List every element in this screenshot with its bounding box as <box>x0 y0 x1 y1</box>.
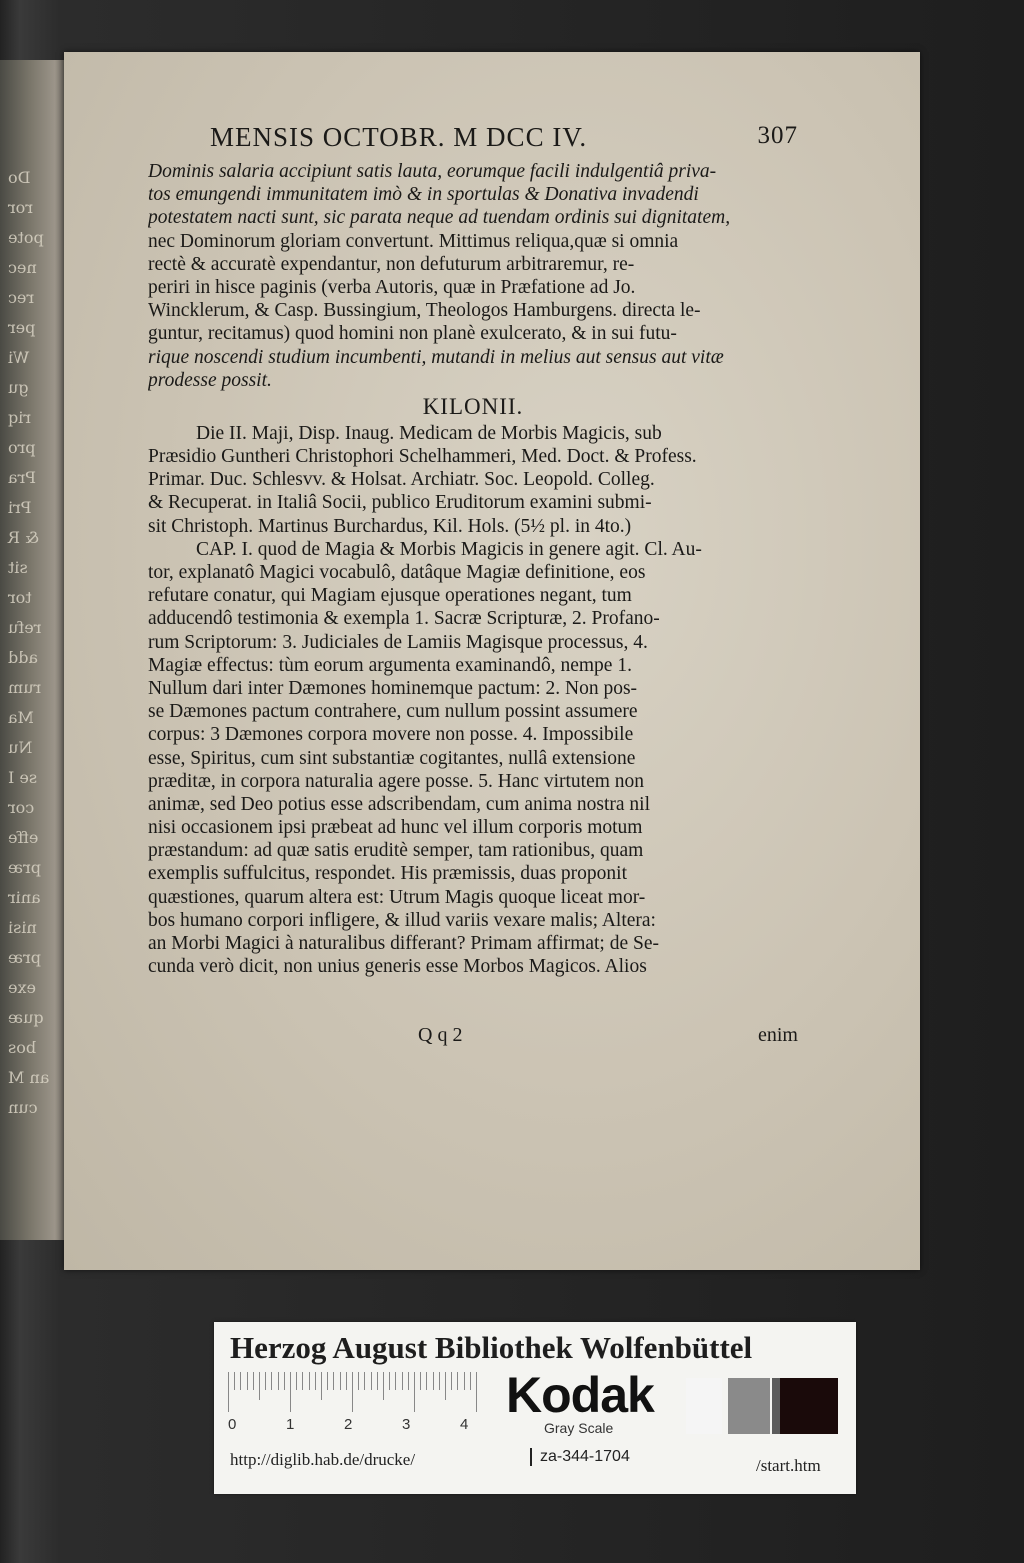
text-line: esse, Spiritus, cum sint substantiæ cogitantes, nullâ extensione <box>148 747 636 769</box>
text-line: Nullum dari inter Dæmones hominemque pactum: 2. Non pos- <box>148 677 638 699</box>
ruler-tick <box>340 1372 341 1390</box>
text-line: & Recuperat. in Italiâ Socii, publico Eruditorum examini submi- <box>148 492 652 514</box>
bleed-through-fragment: sit <box>8 558 28 577</box>
gray-swatch <box>780 1378 838 1434</box>
bleed-through-fragment: Wi <box>8 348 30 367</box>
ruler-tick <box>253 1372 254 1390</box>
ruler-tick <box>309 1372 310 1390</box>
gray-swatch <box>728 1378 770 1434</box>
bleed-through-fragment: tor <box>8 588 32 607</box>
ruler-tick <box>439 1372 440 1390</box>
scale-ruler <box>228 1372 488 1412</box>
ruler-tick-label: 3 <box>402 1416 411 1433</box>
bleed-through-fragment: rum <box>8 678 42 697</box>
text-line: corpus: 3 Dæmones corpora movere non posse. 4. Impossibile <box>148 724 634 746</box>
bleed-through-fragment: Pri <box>8 498 32 517</box>
text-line: animæ, sed Deo potius esse adscribendam, cum anima nostra nil <box>148 793 651 815</box>
ruler-tick <box>321 1372 322 1400</box>
text-line: CAP. I. quod de Magia & Morbis Magicis in genere agit. Cl. Au- <box>196 538 702 560</box>
running-header <box>148 122 798 156</box>
bleed-through-fragment: effe <box>8 828 39 847</box>
bleed-through-fragment: ror <box>8 198 33 217</box>
page-number: 307 <box>757 122 798 149</box>
ruler-tick <box>414 1372 415 1412</box>
source-url: http://diglib.hab.de/drucke/ <box>230 1450 416 1469</box>
library-name: Herzog August Bibliothek Wolfenbüttel <box>230 1330 753 1365</box>
text-line: Præsidio Guntheri Christophori Schelhammeri, Med. Doct. & Profess. <box>148 446 697 468</box>
signature-line <box>148 1024 798 1050</box>
text-line: Wincklerum, & Casp. Bussingium, Theologos Hamburgens. directa le- <box>148 300 701 322</box>
bleed-through-fragment: add <box>8 648 39 667</box>
text-line: Primar. Duc. Schlesvv. & Holsat. Archiatr. Soc. Leopold. Colleg. <box>148 469 655 491</box>
previous-page-edge <box>0 60 70 1240</box>
ruler-tick <box>240 1372 241 1390</box>
text-line: bos humano corpori infligere, & illud variis vexare malis; Altera: <box>148 909 656 931</box>
ruler-tick <box>457 1372 458 1390</box>
library-color-card <box>214 1322 856 1494</box>
ruler-tick <box>371 1372 372 1390</box>
running-title: MENSIS OCTOBR. M DCC IV. <box>210 122 588 152</box>
ruler-tick <box>247 1372 248 1390</box>
text-line: rique noscendi studium incumbenti, mutandi in melius aut sensus aut vitæ <box>148 346 724 368</box>
bleed-through-fragment: bos <box>8 1038 37 1057</box>
ruler-tick-label: 4 <box>460 1416 469 1433</box>
ruler-tick <box>402 1372 403 1390</box>
bleed-through-fragment: refu <box>8 618 42 637</box>
ruler-tick <box>315 1372 316 1390</box>
ruler-tick <box>346 1372 347 1390</box>
url-suffix: /start.htm <box>756 1456 821 1475</box>
text-line: nisi occasionem ipsi præbeat ad hunc vel illum corporis motum <box>148 817 643 839</box>
ruler-tick-label: 0 <box>228 1416 237 1433</box>
kodak-logo: Kodak <box>506 1367 654 1423</box>
ruler-tick <box>426 1372 427 1390</box>
ruler-tick <box>278 1372 279 1390</box>
text-line: tor, explanatô Magici vocabulô, datâque Magiæ definitione, eos <box>148 562 646 583</box>
text-line: Dominis salaria accipiunt satis lauta, eorumque facili indulgentiâ priva- <box>148 161 717 182</box>
text-line: prodesse possit. <box>148 369 272 391</box>
text-line: Magiæ effectus: tùm eorum argumenta examinandô, nempe 1. <box>148 654 632 676</box>
bleed-through-fragment: pote <box>8 228 44 247</box>
ruler-tick <box>265 1372 266 1390</box>
ruler-tick <box>383 1372 384 1400</box>
gray-swatch <box>772 1378 780 1434</box>
ruler-tick <box>476 1372 477 1412</box>
bleed-through-fragment: se I <box>8 768 38 787</box>
ruler-tick <box>364 1372 365 1390</box>
ruler-tick <box>271 1372 272 1390</box>
ruler-tick <box>259 1372 260 1400</box>
text-line: nec Dominorum gloriam convertunt. Mittimus reliqua,quæ si omnia <box>148 230 679 252</box>
ruler-tick <box>290 1372 291 1412</box>
bleed-through-fragment: præ <box>8 858 41 877</box>
text-line: præstandum: ad quæ satis eruditè semper, tam rationibus, quam <box>148 840 644 862</box>
bleed-through-fragment: Nu <box>8 738 33 757</box>
bleed-through-fragment: rec <box>8 288 35 307</box>
ruler-tick-label: 1 <box>286 1416 295 1433</box>
ruler-tick <box>284 1372 285 1390</box>
bleed-through-fragment: per <box>8 318 36 337</box>
text-line: potestatem nacti sunt, sic parata neque ad tuendam ordinis sui dignitatem, <box>148 207 731 229</box>
ruler-tick <box>433 1372 434 1390</box>
shelfmark: za-344-1704 <box>530 1448 630 1466</box>
ruler-tick <box>395 1372 396 1390</box>
text-line: an Morbi Magici à naturalibus differant? Primam affirmat; de Se- <box>148 933 659 954</box>
bleed-through-fragment: Pra <box>8 468 36 487</box>
text-line: cunda verò dicit, non unius generis esse Morbos Magicos. Alios <box>148 956 647 978</box>
signature-mark: Q q 2 <box>418 1024 463 1046</box>
text-line: refutare conatur, qui Magiam ejusque operationes negant, tum <box>148 585 632 607</box>
bleed-through-fragment: exe <box>8 978 36 997</box>
bleed-through-fragment: pro <box>8 438 36 457</box>
ruler-tick <box>228 1372 229 1412</box>
bleed-through-fragment: riq <box>8 408 32 427</box>
ruler-tick <box>389 1372 390 1390</box>
ruler-tick <box>296 1372 297 1390</box>
ruler-tick <box>302 1372 303 1390</box>
bleed-through-fragment: quæ <box>8 1008 44 1027</box>
ruler-tick <box>358 1372 359 1390</box>
text-line: rectè & accuratè expendantur, non defuturum arbitraremur, re- <box>148 253 635 275</box>
text-line: Die II. Maji, Disp. Inaug. Medicam de Morbis Magicis, sub <box>196 422 662 444</box>
section-heading: KILONII. <box>422 393 524 419</box>
catchword: enim <box>758 1024 798 1046</box>
bleed-through-fragment: Do <box>8 168 31 187</box>
ruler-tick <box>333 1372 334 1390</box>
bleed-through-fragment: gu <box>8 378 29 397</box>
ruler-tick-label: 2 <box>344 1416 353 1433</box>
ruler-tick <box>352 1372 353 1412</box>
text-line: præditæ, in corpora naturalia agere posse. 5. Hanc virtutem non <box>148 770 645 792</box>
text-line: exemplis suffulcitus, respondet. His præmissis, duas proponit <box>148 863 627 885</box>
ruler-tick <box>464 1372 465 1390</box>
text-line: rum Scriptorum: 3. Judiciales de Lamiis Magisque processus, 4. <box>148 631 648 653</box>
gray-swatch <box>686 1378 722 1434</box>
bleed-through-fragment: & R <box>8 528 40 547</box>
bleed-through-fragment: Ma <box>8 708 34 727</box>
ruler-tick <box>377 1372 378 1390</box>
bleed-through-fragment: nec <box>8 258 37 277</box>
ruler-tick <box>451 1372 452 1390</box>
ruler-tick <box>234 1372 235 1390</box>
text-line: periri in hisce paginis (verba Autoris, quæ in Præfatione ad Jo. <box>148 276 636 298</box>
ruler-tick <box>445 1372 446 1400</box>
bleed-through-fragment: an M <box>8 1068 50 1087</box>
text-line: se Dæmones pactum contrahere, cum nullum possint assumere <box>148 701 638 723</box>
bleed-through-fragment: nisi <box>8 918 37 937</box>
bleed-through-fragment: præ <box>8 948 41 967</box>
body-text <box>148 160 798 978</box>
ruler-tick <box>420 1372 421 1390</box>
text-line: adducendô testimonia & exempla 1. Sacræ Scripturæ, 2. Profano- <box>148 608 660 630</box>
ruler-tick <box>470 1372 471 1390</box>
bleed-through-fragment: cun <box>8 1098 38 1117</box>
text-line: sit Christoph. Martinus Burchardus, Kil. Hols. (5½ pl. in 4to.) <box>148 515 632 537</box>
bleed-through-fragment: anir <box>8 888 41 907</box>
text-line: guntur, recitamus) quod homini non planè exulcerato, & in sui futu- <box>148 323 677 345</box>
ruler-tick <box>327 1372 328 1390</box>
bleed-through-fragment: cor <box>8 798 35 817</box>
ruler-tick <box>408 1372 409 1390</box>
gray-scale-label: Gray Scale <box>544 1420 614 1436</box>
book-page <box>64 52 920 1270</box>
text-line: quæstiones, quarum altera est: Utrum Magis quoque liceat mor- <box>148 886 646 908</box>
text-line: tos emungendi immunitatem imò & in sportulas & Donativa invadendi <box>148 184 699 206</box>
